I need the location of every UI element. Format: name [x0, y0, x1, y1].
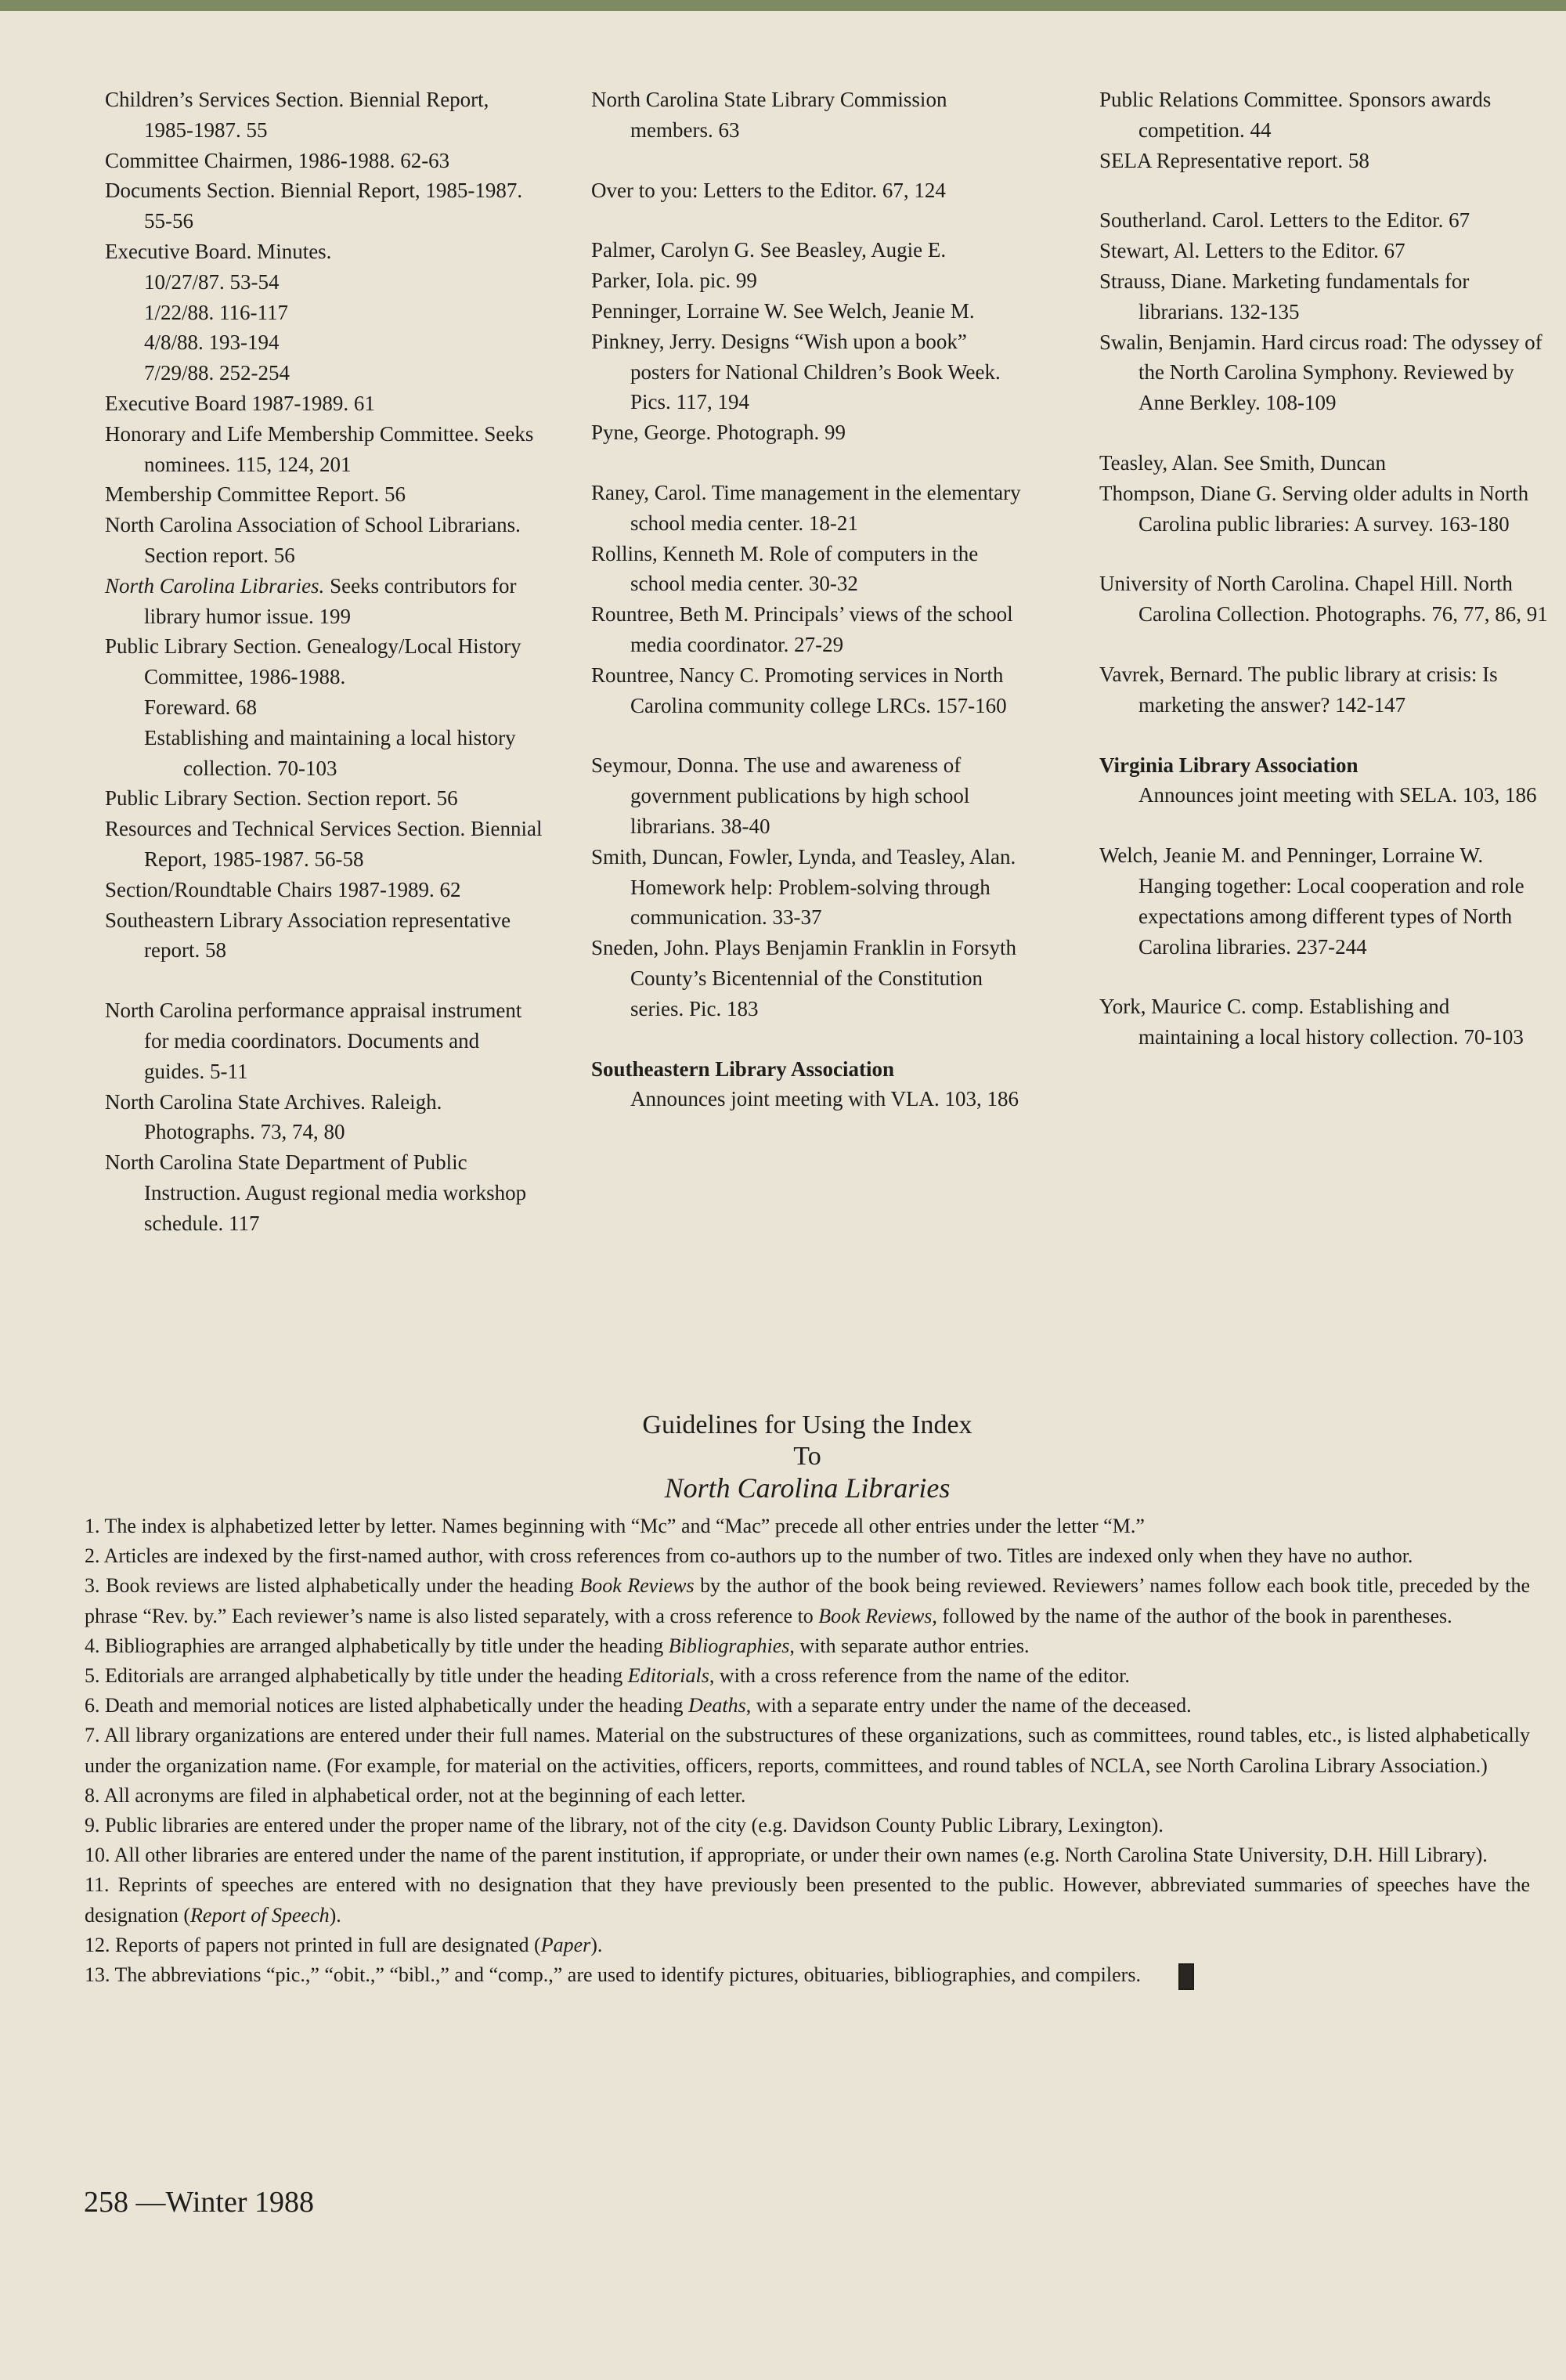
index-subentry: Announces joint meeting with SELA. 103, 186 [1138, 783, 1537, 807]
index-entry: Rountree, Beth M. Principals’ views of the school media coordinator. 27-29 [591, 602, 1013, 656]
entry-gap [1099, 175, 1553, 205]
index-entry: University of North Carolina. Chapel Hill. North Carolina Collection. Photographs. 76, 77, 86, 91 [1099, 572, 1548, 627]
rule-italic-term: Paper [540, 1933, 591, 1956]
guideline-rule: 13. The abbreviations “pic.,” “obit.,” “bibl.,” and “comp.,” are used to identify pictures, obituaries, bibliographies, and compilers. [85, 1960, 1530, 1990]
index-entry: Parker, Iola. pic. 99 [591, 269, 757, 293]
index-entry: Executive Board 1987-1989. 61 [105, 391, 375, 415]
index-entry: Palmer, Carolyn G. See Beasley, Augie E. [591, 238, 947, 262]
guideline-rule: 4. Bibliographies are arranged alphabetically by title under the heading Bibliographies, with separate author entries. [85, 1634, 1030, 1657]
index-subentry: Foreward. 68 [144, 695, 257, 719]
entry-gap [591, 448, 1030, 478]
index-subentry: 10/27/87. 53-54 [144, 269, 280, 294]
entry-gap [591, 146, 1030, 175]
index-entry: Strauss, Diane. Marketing fundamentals for librarians. 132-135 [1099, 269, 1470, 323]
index-heading: Virginia Library Association [1099, 753, 1359, 777]
index-entry: Swalin, Benjamin. Hard circus road: The odyssey of the North Carolina Symphony. Reviewed by Anne Berkley. 108-109 [1099, 330, 1543, 415]
index-entry: Thompson, Diane G. Serving older adults in North Carolina public libraries: A survey. 163-180 [1099, 481, 1529, 536]
index-entry: Southerland. Carol. Letters to the Editor. 67 [1099, 208, 1470, 233]
index-column-2 [591, 85, 1030, 1114]
index-entry: Penninger, Lorraine W. See Welch, Jeanie M. [591, 298, 975, 323]
index-entry: Raney, Carol. Time management in the elementary school media center. 18-21 [591, 480, 1021, 535]
index-entry: Over to you: Letters to the Editor. 67, 124 [591, 178, 946, 202]
guideline-rule: 10. All other libraries are entered under the name of the parent institution, if appropriate, or under their own names (e.g. North Carolina State University, D.H. Hill Library). [85, 1844, 1488, 1867]
guideline-rule: 7. All library organizations are entered under their full names. Material on the substructures of these organizations, such as committees, round tables, etc., is listed alphabetically under the organization name. (For example, for material on the activities, officers, reports, committees, and round tables of NCLA, see North Carolina Library Association.) [85, 1724, 1530, 1777]
index-entry: SELA Representative report. 58 [1099, 148, 1369, 172]
index-entry: Welch, Jeanie M. and Penninger, Lorraine W. Hanging together: Local cooperation and role expectations among different types of North Carolina libraries. 237-244 [1099, 843, 1525, 959]
index-entry: Vavrek, Bernard. The public library at crisis: Is marketing the answer? 142-147 [1099, 662, 1498, 717]
index-entry: North Carolina State Archives. Raleigh. Photographs. 73, 74, 80 [105, 1089, 442, 1144]
index-entry: Pyne, George. Photograph. 99 [591, 421, 846, 445]
index-subentry: Announces joint meeting with VLA. 103, 186 [630, 1087, 1019, 1111]
guideline-rule: 1. The index is alphabetized letter by letter. Names beginning with “Mc” and “Mac” precede all other entries under the letter “M.” [85, 1515, 1145, 1537]
index-entry: North Carolina State Library Commission members. 63 [591, 88, 947, 142]
index-entry: Membership Committee Report. 56 [105, 482, 406, 507]
index-entry: Seymour, Donna. The use and awareness of government publications by high school librarians. 38-40 [591, 753, 970, 838]
rule-italic-term: Bibliographies [668, 1634, 790, 1657]
index-entry: Section/Roundtable Chairs 1987-1989. 62 [105, 877, 461, 901]
rule-italic-term: Book Reviews [818, 1604, 933, 1627]
guideline-rule: 5. Editorials are arranged alphabetically by title under the heading Editorials, with a cross reference from the name of the editor. [85, 1664, 1130, 1688]
index-entry: Smith, Duncan, Fowler, Lynda, and Teasley, Alan. Homework help: Problem-solving through communication. 33-37 [591, 844, 1016, 930]
index-entry: Pinkney, Jerry. Designs “Wish upon a book” posters for National Children’s Book Week. Pics. 117, 194 [591, 329, 1001, 414]
guidelines-rules [85, 1511, 1530, 1990]
index-entry: Rountree, Nancy C. Promoting services in North Carolina community college LRCs. 157-160 [591, 663, 1007, 717]
entry-italic-title: North Carolina Libraries. [105, 573, 325, 598]
index-column-3 [1099, 85, 1553, 1053]
index-entry: Public Relations Committee. Sponsors awards competition. 44 [1099, 88, 1492, 142]
entry-gap [1099, 811, 1553, 840]
entry-gap [1099, 721, 1553, 750]
index-entry: Committee Chairmen, 1986-1988. 62-63 [105, 148, 450, 172]
index-subentry: 4/8/88. 193-194 [144, 330, 280, 355]
index-subentry: 7/29/88. 252-254 [144, 361, 290, 385]
guidelines-title-line-2: To [793, 1442, 821, 1471]
index-entry: Children’s Services Section. Biennial Report, 1985-1987. 55 [105, 88, 489, 142]
guideline-rule: 9. Public libraries are entered under the proper name of the library, not of the city (e.g. Davidson County Public Library, Lexington). [85, 1814, 1164, 1837]
index-entry: Resources and Technical Services Section. Biennial Report, 1985-1987. 56-58 [105, 817, 543, 871]
entry-gap [591, 1024, 1030, 1054]
index-entry: North Carolina Association of School Librarians. Section report. 56 [105, 513, 521, 567]
page-footer: 258 —Winter 1988 [84, 2186, 314, 2219]
index-subentry: 1/22/88. 116-117 [144, 300, 288, 324]
entry-gap [1099, 539, 1553, 569]
entry-gap [1099, 418, 1553, 448]
guidelines-section [85, 1410, 1530, 1990]
entry-gap [1099, 630, 1553, 659]
end-mark-icon [1178, 1963, 1194, 1990]
guideline-rule: 3. Book reviews are listed alphabetically under the heading Book Reviews by the author of the book being reviewed. Reviewers’ names follow each book title, preceded by the phrase “Rev. by.” Each reviewer’s name is also listed separately, with a cross reference to Book Reviews, followed by the name of the author of the book in parentheses. [85, 1574, 1530, 1627]
index-heading: Southeastern Library Association [591, 1056, 895, 1081]
index-entry: York, Maurice C. comp. Establishing and maintaining a local history collection. 70-103 [1099, 995, 1524, 1049]
entry-gap [591, 721, 1030, 750]
entry-gap [1099, 962, 1553, 991]
guideline-rule: 6. Death and memorial notices are listed alphabetically under the heading Deaths, with a separate entry under the name of the deceased. [85, 1694, 1192, 1717]
rule-italic-term: Book Reviews [579, 1574, 695, 1598]
index-column-1 [105, 85, 543, 1238]
guideline-rule: 11. Reprints of speeches are entered with no designation that they have previously been presented to the public. However, abbreviated summaries of speeches have the designation (Report of Speech). [85, 1873, 1530, 1927]
entry-gap [105, 966, 543, 995]
index-entry: Public Library Section. Section report. 56 [105, 786, 458, 811]
rule-italic-term: Deaths [688, 1694, 746, 1717]
index-entry: Stewart, Al. Letters to the Editor. 67 [1099, 239, 1405, 263]
guidelines-title-line-1: Guidelines for Using the Index [642, 1410, 972, 1439]
index-subentry: Establishing and maintaining a local history collection. 70-103 [144, 725, 516, 780]
index-entry: Sneden, John. Plays Benjamin Franklin in Forsyth County’s Bicentennial of the Constitution series. Pic. 183 [591, 936, 1016, 1020]
index-entry: Rollins, Kenneth M. Role of computers in the school media center. 30-32 [591, 541, 979, 596]
index-entry: Executive Board. Minutes. [105, 239, 332, 263]
entry-gap [591, 205, 1030, 235]
guideline-rule: 12. Reports of papers not printed in full are designated (Paper). [85, 1933, 603, 1956]
index-entry: North Carolina State Department of Public Instruction. August regional media workshop schedule. 117 [105, 1150, 527, 1235]
guidelines-title-line-3: North Carolina Libraries [664, 1472, 951, 1504]
guidelines-title [85, 1410, 1530, 1504]
rule-italic-term: Report of Speech [190, 1903, 330, 1927]
top-edge-band [0, 0, 1566, 11]
index-entry: North Carolina performance appraisal instrument for media coordinators. Documents and guides. 5-11 [105, 999, 522, 1083]
index-entry: North Carolina Libraries. Seeks contributors for library humor issue. 199 [105, 573, 517, 628]
index-entry: Southeastern Library Association representative report. 58 [105, 908, 511, 962]
index-entry: Documents Section. Biennial Report, 1985-1987. 55-56 [105, 179, 523, 233]
guideline-rule: 8. All acronyms are filed in alphabetical order, not at the beginning of each letter. [85, 1783, 746, 1807]
index-entry: Public Library Section. Genealogy/Local History Committee, 1986-1988. [105, 634, 521, 689]
guideline-rule: 2. Articles are indexed by the first-named author, with cross references from co-authors up to the number of two. Titles are indexed only when they have no author. [85, 1544, 1413, 1568]
index-entry: Honorary and Life Membership Committee. Seeks nominees. 115, 124, 201 [105, 421, 534, 476]
rule-italic-term: Editorials [627, 1664, 709, 1688]
index-entry: Teasley, Alan. See Smith, Duncan [1099, 450, 1387, 475]
